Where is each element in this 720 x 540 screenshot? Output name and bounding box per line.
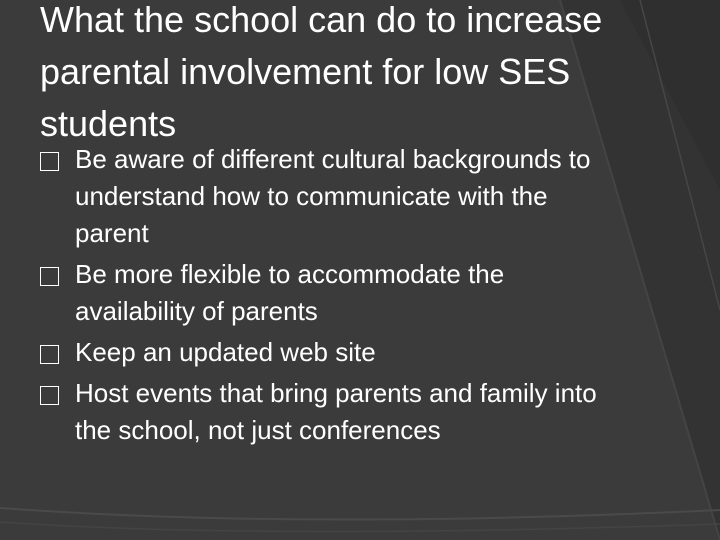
bullet-text: Be aware of different cultural backgrounds to understand how to communicate with the parent [75, 144, 591, 248]
slide-title: What the school can do to increase parental involvement for low SES students [40, 0, 603, 144]
bullet-item [40, 141, 600, 252]
bullet-text: Be more flexible to accommodate the availability of parents [75, 259, 505, 326]
bullet-text: Keep an updated web site [75, 337, 376, 367]
bullet-item [40, 375, 600, 449]
hollow-square-icon [40, 152, 59, 171]
hollow-square-icon [40, 267, 59, 286]
bullet-item [40, 334, 600, 371]
bullet-list [40, 141, 600, 453]
bullet-text: Host events that bring parents and family into the school, not just conferences [75, 378, 597, 445]
bullet-item [40, 256, 600, 330]
hollow-square-icon [40, 345, 59, 364]
hollow-square-icon [40, 386, 59, 405]
